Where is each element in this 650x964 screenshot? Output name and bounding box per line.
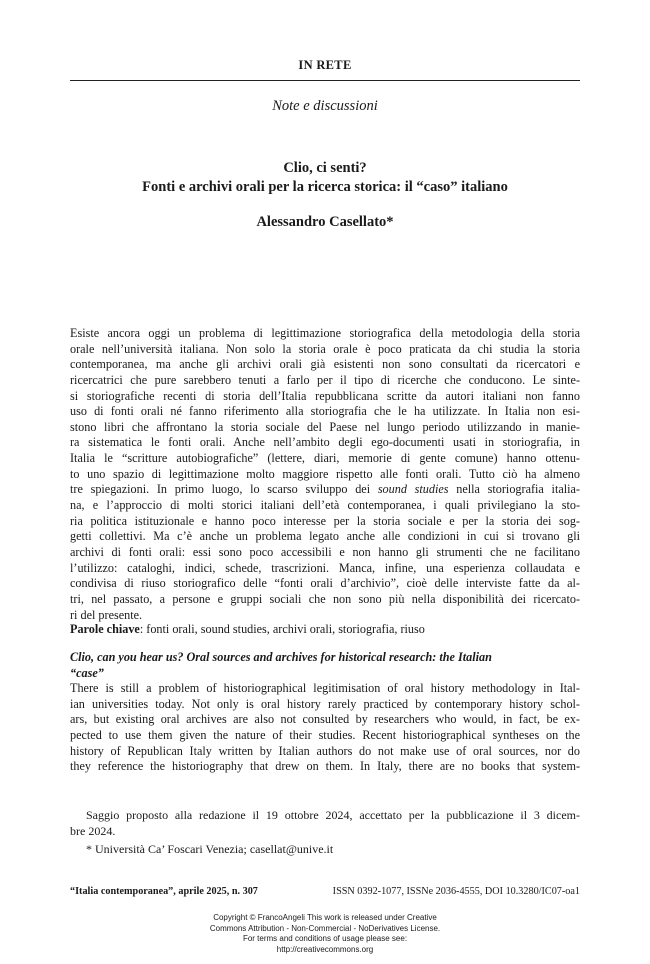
- abstract-italian-line: getti collettivi. Ma c’è anche un problema legato anche alle condizioni in cui si trovano gli: [70, 529, 580, 544]
- keywords-label: Parole chiave: [70, 622, 140, 636]
- abstract-english-line: ian universities today. Not only is oral history rarely practiced by contemporary history schol-: [70, 696, 580, 711]
- english-title-line2: “case”: [70, 665, 104, 680]
- abstract-italian-line: tri, nel passato, a persone e gruppi sociali che non sono più nella disponibilità dei ricercato-: [70, 591, 580, 606]
- license-line1: Copyright © FrancoAngeli This work is released under Creative: [213, 913, 437, 922]
- issn-doi: ISSN 0392-1077, ISSNe 2036-4555, DOI 10.3280/IC07-oa1: [332, 886, 580, 897]
- abstract-italian: [70, 326, 580, 623]
- abstract-italian-line: na, e l’approccio di molti storici italiani dell’età contemporanea, i quali privilegiano la sto-: [70, 498, 580, 513]
- keywords: [70, 622, 580, 638]
- article-author: Alessandro Casellato*: [256, 214, 394, 230]
- article-title-line1: Clio, ci senti?: [283, 160, 367, 176]
- license-notice: [140, 913, 510, 955]
- submission-note: [70, 808, 580, 839]
- abstract-english-line: ars, but existing oral archives are also not consulted by researchers who would, in fact, be ex-: [70, 712, 580, 727]
- abstract-italian-line: ria politica istituzionale e hanno poco interesse per la storia sociale e per la storia dei sog-: [70, 513, 580, 528]
- abstract-english-line: they reference the historiography that drew on them. In Italy, there are no books that system-: [70, 759, 580, 774]
- abstract-italian-line: ricercatrici che pure sarebbero tenuti a farlo per il tipo di ricerche che conducono. Le sinte-: [70, 372, 580, 387]
- abstract-italian-line: archivi di fonti orali: essi sono poco accessibili e non hanno gli strumenti che ne facilitano: [70, 544, 580, 559]
- submission-note-line1: Saggio proposto alla redazione il 19 ottobre 2024, accettato per la pubblicazione il 3 dicem-: [86, 808, 580, 822]
- abstract-english-line: pected to use them given the nature of their studies. Recent historiographical syntheses on the: [70, 727, 580, 742]
- abstract-italian-line: to uno spazio di legittimazione molto maggiore rispetto alle fonti orali. Tutto ciò ha almeno: [70, 466, 580, 481]
- abstract-italian-line: uso di fonti orali né fanno riferimento alla storiografia che le ha utilizzate. In Italia non esi-: [70, 404, 580, 419]
- article-title-line2: Fonti e archivi orali per la ricerca storica: il “caso” italiano: [142, 179, 508, 195]
- license-link[interactable]: http://creativecommons.org: [276, 944, 374, 954]
- license-line3: For terms and conditions of usage please see:: [242, 934, 408, 943]
- english-title: [70, 650, 580, 681]
- abstract-italian-line: contemporanea, ma anche gli archivi orali già esistenti non sono consultati da ricercatori e: [70, 357, 580, 372]
- article-title: [70, 159, 580, 197]
- journal-citation: “Italia contemporanea”, aprile 2025, n. 307: [70, 886, 258, 897]
- abstract-italian-line: condivisa di riuso storiografico delle “fonti orali d’archivio”, cioè delle interviste fatte da al-: [70, 576, 580, 591]
- section-label: IN RETE: [298, 58, 352, 72]
- abstract-italian-line: l’utilizzo: cataloghi, indici, schede, trascrizioni. Manca, infine, una esperienza collaudata e: [70, 560, 580, 575]
- abstract-english-line: There is still a problem of historiographical legitimisation of oral history methodology in Ital-: [70, 681, 580, 695]
- abstract-italian-line: Italia le “scritture autobiografiche” (lettere, diari, memorie di gente comune) hanno ottenu-: [70, 451, 580, 466]
- subsection-label: Note e discussioni: [272, 98, 378, 114]
- header-rule: [70, 80, 580, 81]
- abstract-english: [70, 681, 580, 775]
- author-affiliation-note: * Università Ca’ Foscari Venezia; casellat@unive.it: [86, 842, 334, 856]
- abstract-italian-line: tre spiegazioni. In primo luogo, lo scarso sviluppo dei sound studies nella storiografia italia-: [70, 482, 580, 497]
- abstract-italian-line: ra sistematica le fonti orali. Anche nell’ambito degli ego-documenti usati in storiografia, in: [70, 435, 580, 450]
- english-title-line1: Clio, can you hear us? Oral sources and archives for historical research: the Italian: [70, 650, 492, 664]
- abstract-italian-line: orale nell’università italiana. Non solo la storia orale è poco praticata da chi studia la storia: [70, 341, 580, 356]
- abstract-italian-line: si storiografiche recenti di storia dell’Italia repubblicana scritte da autori italiani non fanno: [70, 388, 580, 403]
- abstract-italian-line: ri del presente.: [70, 607, 143, 622]
- license-line2: Commons Attribution - Non-Commercial - NoDerivatives License.: [209, 923, 441, 933]
- keywords-list: : fonti orali, sound studies, archivi orali, storiografia, riuso: [139, 622, 425, 636]
- abstract-english-line: history of Republican Italy written by Italian authors do not make use of oral sources, nor do: [70, 743, 580, 758]
- abstract-italian-line: stono libri che affrontano la storia sociale del Paese nel lungo periodo utilizzando in maniе-: [70, 419, 580, 434]
- submission-note-line2: bre 2024.: [70, 823, 116, 838]
- abstract-italian-line: Esiste ancora oggi un problema di legittimazione storiografica della metodologia della storia: [70, 326, 580, 340]
